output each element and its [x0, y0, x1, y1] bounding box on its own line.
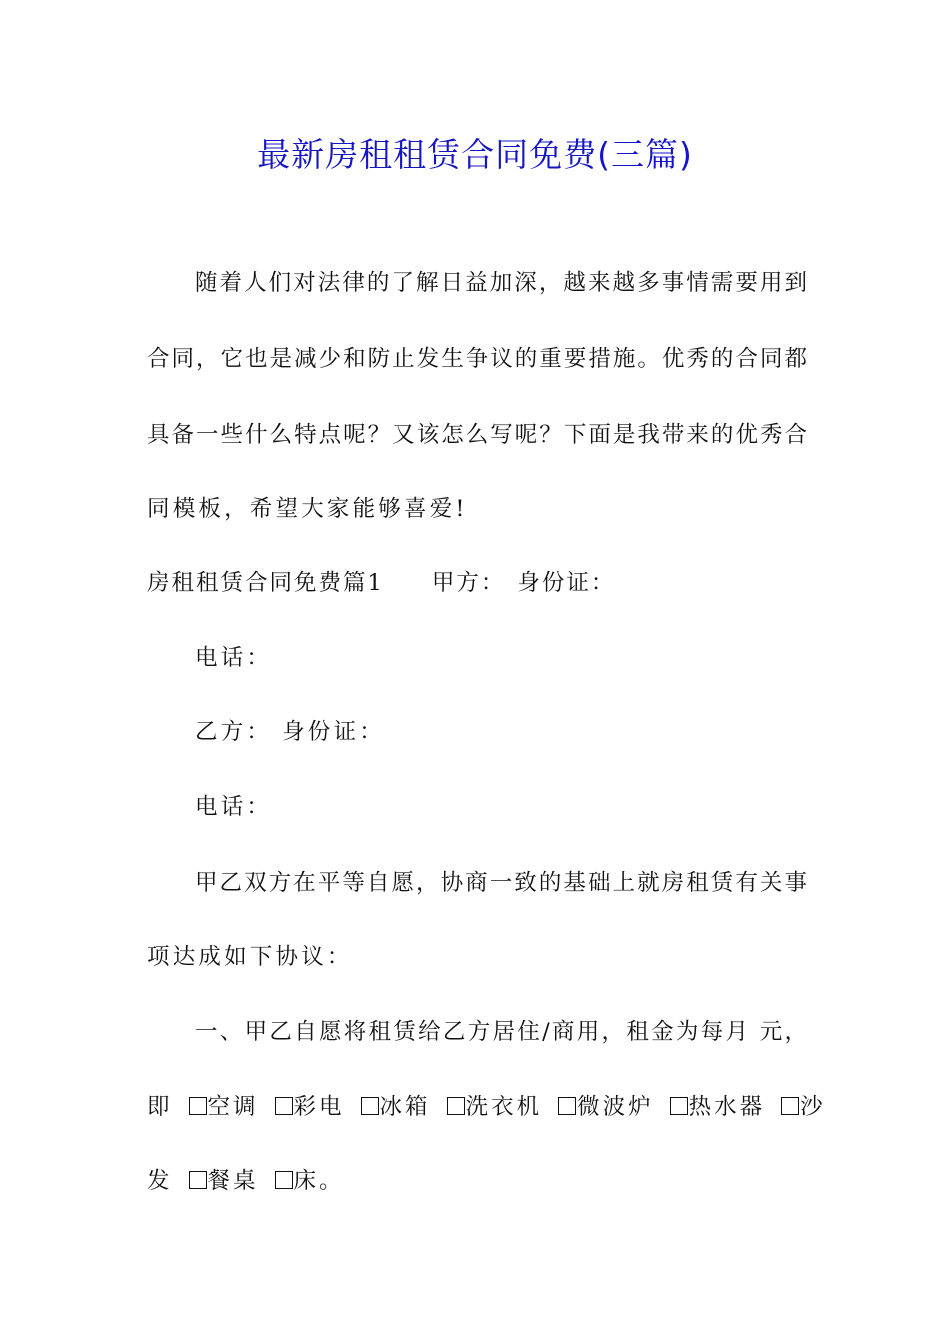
checkbox-icon — [275, 1171, 293, 1189]
appliance-microwave: 微波炉 — [558, 1092, 654, 1122]
appliance-table: 餐桌 — [189, 1166, 259, 1196]
appliance-washer: 洗衣机 — [447, 1092, 543, 1122]
party-a-label: 甲方： — [431, 570, 506, 596]
appliance-sofa-part1: 沙 — [800, 1094, 826, 1120]
intro-line-2: 合同，它也是减少和防止发生争议的重要措施。优秀的合同都 — [147, 346, 807, 372]
intro-line-4: 同模板，希望大家能够喜爱! — [147, 496, 468, 522]
party-a-id-label: 身份证： — [517, 570, 616, 596]
appliance-bed: 床。 — [275, 1168, 345, 1194]
document-title: 最新房租租赁合同免费(三篇) — [257, 135, 693, 174]
appliance-sofa-part2: 发 — [147, 1168, 173, 1194]
clause1-line: 一、甲乙自愿将租赁给乙方居住/商用，租金为每月 元， — [195, 1019, 807, 1045]
intro-line-1: 随着人们对法律的了解日益加深，越来越多事情需要用到 — [195, 270, 807, 296]
checkbox-icon — [447, 1097, 465, 1115]
checkbox-icon — [275, 1097, 293, 1115]
appliances-line-2 — [147, 1166, 807, 1196]
clause1-prefix: 即 — [147, 1094, 173, 1120]
checkbox-icon — [189, 1171, 207, 1189]
party-b-label: 乙方： — [195, 719, 273, 745]
appliance-aircon: 空调 — [189, 1092, 259, 1122]
party-a-phone-label: 电话： — [195, 645, 273, 671]
agreement-line-2: 项达成如下协议： — [147, 944, 353, 970]
appliance-sofa — [781, 1094, 826, 1120]
appliance-tv: 彩电 — [275, 1092, 345, 1122]
party-b-phone-label: 电话： — [195, 794, 273, 820]
appliances-line — [147, 1092, 826, 1122]
checkbox-icon — [670, 1097, 688, 1115]
checkbox-icon — [558, 1097, 576, 1115]
section1-heading: 房租租赁合同免费篇1 — [147, 570, 384, 596]
intro-line-3: 具备一些什么特点呢？又该怎么写呢？下面是我带来的优秀合 — [147, 422, 807, 448]
checkbox-icon — [189, 1097, 207, 1115]
checkbox-icon — [361, 1097, 379, 1115]
appliance-heater: 热水器 — [670, 1092, 766, 1122]
checkbox-icon — [781, 1097, 799, 1115]
section-heading-line — [147, 568, 807, 598]
appliance-fridge: 冰箱 — [361, 1092, 431, 1122]
party-b-line — [195, 717, 807, 747]
party-b-id-label: 身份证： — [282, 719, 385, 745]
agreement-line-1: 甲乙双方在平等自愿，协商一致的基础上就房租赁有关事 — [195, 870, 807, 896]
